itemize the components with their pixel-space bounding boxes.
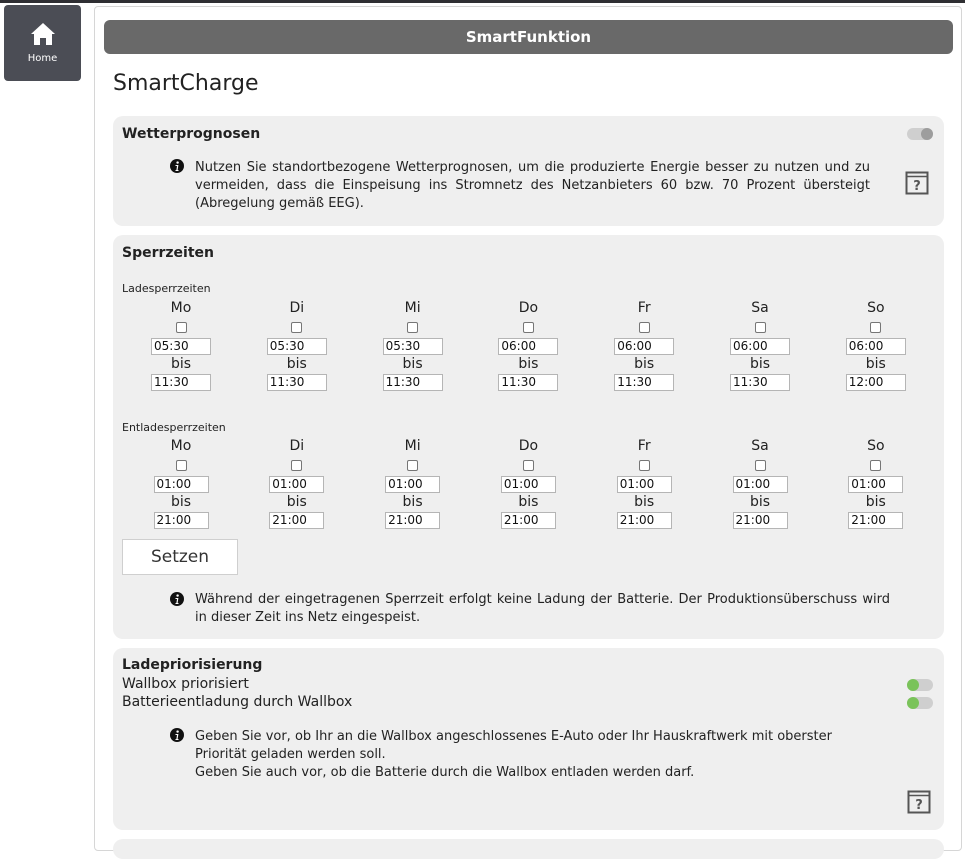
time-to-input[interactable]: 21:00: [269, 512, 324, 529]
day-checkbox[interactable]: [407, 322, 418, 333]
bis-label: bis: [286, 356, 307, 372]
time-from-input[interactable]: 01:00: [501, 476, 556, 493]
day-checkbox[interactable]: [291, 460, 302, 471]
day-name: Di: [289, 438, 305, 454]
time-to-input[interactable]: 21:00: [154, 512, 209, 529]
time-from-input[interactable]: 06:00: [614, 338, 674, 355]
svg-text:?: ?: [915, 798, 923, 813]
day-column-discharge-1: [266, 436, 328, 529]
time-to-input[interactable]: 12:00: [846, 374, 906, 391]
bis-label: bis: [634, 494, 655, 510]
day-checkbox[interactable]: [755, 460, 766, 471]
top-border: [0, 0, 965, 3]
priority-info-line2: Geben Sie auch vor, ob die Batterie durch die Wallbox entladen werden darf.: [195, 765, 695, 780]
time-to-input[interactable]: 11:30: [383, 374, 443, 391]
day-checkbox[interactable]: [176, 322, 187, 333]
time-from-input[interactable]: 01:00: [385, 476, 440, 493]
day-column-charge-1: [266, 298, 328, 391]
discharge-lock-label: Entladesperrzeiten: [122, 421, 226, 434]
day-name: So: [867, 438, 885, 454]
day-name: Fr: [637, 438, 651, 454]
lock-times-title: Sperrzeiten: [122, 245, 215, 261]
time-to-input[interactable]: 21:00: [385, 512, 440, 529]
day-checkbox[interactable]: [523, 322, 534, 333]
day-name: Fr: [637, 300, 651, 316]
day-name: Do: [518, 438, 539, 454]
time-from-input[interactable]: 06:00: [846, 338, 906, 355]
weather-toggle[interactable]: [907, 128, 933, 140]
help-icon[interactable]: [905, 171, 929, 195]
day-column-charge-3: [497, 298, 559, 391]
day-checkbox[interactable]: [639, 460, 650, 471]
help-icon[interactable]: [907, 790, 931, 814]
priority-info-line1: Geben Sie vor, ob Ihr an die Wallbox angeschlossenes E-Auto oder Ihr Hauskraftwerk mit oberster Priorität geladen werden soll.: [195, 729, 832, 762]
day-column-discharge-5: [729, 436, 791, 529]
time-to-input[interactable]: 11:30: [614, 374, 674, 391]
info-icon: [170, 159, 184, 173]
time-from-input[interactable]: 06:00: [730, 338, 790, 355]
time-from-input[interactable]: 01:00: [733, 476, 788, 493]
day-name: So: [867, 300, 885, 316]
day-name: Mi: [404, 300, 421, 316]
day-name: Sa: [751, 300, 769, 316]
time-to-input[interactable]: 11:30: [498, 374, 558, 391]
info-icon: [170, 728, 184, 742]
day-column-charge-6: [845, 298, 907, 391]
bis-label: bis: [634, 356, 655, 372]
bis-label: bis: [170, 494, 192, 510]
svg-text:?: ?: [913, 179, 921, 194]
time-from-input[interactable]: 05:30: [383, 338, 443, 355]
day-name: Do: [518, 300, 539, 316]
home-label: Home: [27, 53, 58, 64]
bis-label: bis: [749, 494, 771, 510]
wallbox-priority-toggle[interactable]: [907, 679, 933, 691]
page-title: SmartCharge: [113, 71, 259, 96]
day-checkbox[interactable]: [870, 460, 881, 471]
day-column-charge-2: [382, 298, 444, 391]
time-to-input[interactable]: 21:00: [733, 512, 788, 529]
day-name: Mi: [404, 438, 421, 454]
main-panel: [94, 6, 962, 851]
weather-title: Wetterprognosen: [122, 126, 261, 142]
day-name: Sa: [751, 438, 769, 454]
set-button[interactable]: Setzen: [122, 539, 238, 575]
time-to-input[interactable]: 21:00: [617, 512, 672, 529]
weather-card: [113, 116, 944, 226]
time-from-input[interactable]: 01:00: [269, 476, 324, 493]
day-checkbox[interactable]: [176, 460, 187, 471]
bis-label: bis: [286, 494, 307, 510]
bis-label: bis: [749, 356, 771, 372]
bis-label: bis: [402, 494, 423, 510]
day-column-discharge-0: [150, 436, 212, 529]
charge-priority-card: [113, 648, 944, 830]
day-checkbox[interactable]: [291, 322, 302, 333]
home-icon: [30, 22, 56, 46]
time-from-input[interactable]: 05:30: [267, 338, 327, 355]
day-column-charge-5: [729, 298, 791, 391]
next-card: [113, 839, 944, 859]
bis-label: bis: [865, 356, 886, 372]
priority-title: Ladepriorisierung: [122, 657, 263, 673]
lock-info-text: Während der eingetragenen Sperrzeit erfolgt keine Ladung der Batterie. Der Produktionsüberschuss wird in dieser Zeit ins Netz eingespeist.: [195, 592, 890, 625]
charge-lock-label: Ladesperrzeiten: [122, 282, 211, 295]
day-name: Mo: [170, 300, 192, 316]
weather-info-text: Nutzen Sie standortbezogene Wetterprognosen, um die produzierte Energie besser zu nutzen und zu vermeiden, dass die Einspeisung ins Stromnetz des Netzanbieters 60 bzw. 70 Prozent übersteigt (Abregelung gemäß EEG).: [195, 160, 870, 211]
bis-label: bis: [170, 356, 192, 372]
bis-label: bis: [518, 356, 539, 372]
info-icon: [170, 592, 184, 606]
day-checkbox[interactable]: [407, 460, 418, 471]
day-column-discharge-3: [497, 436, 559, 529]
day-name: Di: [289, 300, 305, 316]
day-checkbox[interactable]: [755, 322, 766, 333]
time-to-input[interactable]: 11:30: [267, 374, 327, 391]
header-title: SmartFunktion: [104, 20, 953, 54]
time-from-input[interactable]: 05:30: [151, 338, 211, 355]
bis-label: bis: [865, 494, 886, 510]
day-column-discharge-2: [382, 436, 444, 529]
lock-times-card: [113, 235, 944, 639]
day-checkbox[interactable]: [523, 460, 534, 471]
day-column-discharge-6: [845, 436, 907, 529]
time-to-input[interactable]: 11:30: [730, 374, 790, 391]
day-column-charge-4: [613, 298, 675, 391]
time-from-input[interactable]: 01:00: [848, 476, 903, 493]
home-button[interactable]: [4, 5, 81, 81]
time-from-input[interactable]: 01:00: [617, 476, 672, 493]
bis-label: bis: [402, 356, 423, 372]
wallbox-priority-label: Wallbox priorisiert: [122, 676, 249, 692]
battery-discharge-toggle[interactable]: [907, 697, 933, 709]
day-column-charge-0: [150, 298, 212, 391]
day-checkbox[interactable]: [870, 322, 881, 333]
bis-label: bis: [518, 494, 539, 510]
time-to-input[interactable]: 11:30: [151, 374, 211, 391]
day-checkbox[interactable]: [639, 322, 650, 333]
time-from-input[interactable]: 01:00: [154, 476, 209, 493]
battery-discharge-label: Batterieentladung durch Wallbox: [122, 694, 353, 710]
time-to-input[interactable]: 21:00: [501, 512, 556, 529]
priority-info-text: [195, 728, 860, 782]
time-from-input[interactable]: 06:00: [498, 338, 558, 355]
time-to-input[interactable]: 21:00: [848, 512, 903, 529]
day-column-discharge-4: [613, 436, 675, 529]
day-name: Mo: [170, 438, 192, 454]
